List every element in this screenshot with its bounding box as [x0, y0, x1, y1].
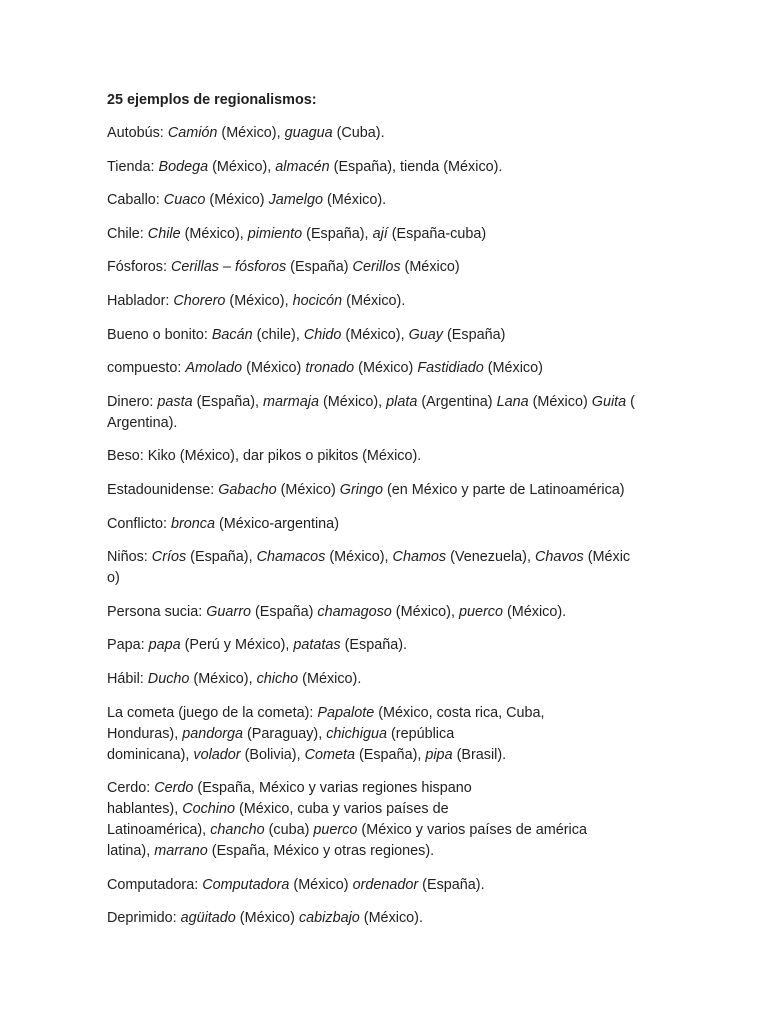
entry-text: (Brasil).	[452, 746, 507, 763]
regional-term: Gringo	[339, 481, 383, 498]
regionalism-entry	[107, 358, 667, 379]
entry-text: Cerdo:	[107, 780, 155, 797]
entry-text: (Venezuela),	[446, 549, 535, 566]
regionalism-entry	[107, 778, 667, 862]
regional-term: Jamelgo	[268, 192, 323, 209]
entry-text: Tienda:	[107, 158, 159, 175]
entry-text: (México),	[208, 158, 276, 175]
entry-text: La cometa (juego de la cometa):	[107, 704, 318, 721]
entry-text: (España, México y otras regiones).	[207, 843, 435, 860]
regionalism-entry	[107, 547, 667, 589]
entry-text: o)	[107, 570, 120, 587]
regional-term: chancho	[210, 822, 265, 839]
entry-text: Caballo:	[107, 192, 164, 209]
regional-term: Guarro	[206, 603, 251, 620]
entry-text: Estadounidense:	[107, 481, 219, 498]
entry-text: (España)	[443, 326, 506, 343]
entry-text: (España),	[302, 225, 373, 242]
entry-text: Argentina).	[107, 414, 178, 431]
regional-term: Lana	[496, 393, 529, 410]
regional-term: Cometa	[304, 746, 355, 763]
regional-term: Bacán	[211, 326, 253, 343]
regional-term: agüitado	[180, 910, 236, 927]
entry-text: (México)	[528, 393, 592, 410]
regionalism-entry	[107, 514, 667, 535]
entry-text: (Méxic	[583, 549, 631, 566]
entry-text: Autobús:	[107, 125, 168, 141]
entry-text: (España)	[286, 259, 353, 276]
entry-text: (México)	[242, 360, 306, 377]
entry-text: latina),	[107, 843, 155, 860]
entry-text: (México),	[325, 549, 393, 566]
regional-term: chichigua	[326, 725, 388, 742]
regional-term: pasta	[157, 393, 193, 410]
regional-term: papa	[148, 637, 181, 654]
regional-term: guagua	[284, 125, 333, 141]
regional-term: Cuaco	[163, 192, 206, 209]
regional-term: cabizbajo	[298, 910, 360, 927]
regionalism-entry	[107, 224, 667, 245]
entry-text: (México, cuba y varios países de	[235, 801, 449, 818]
regionalism-entry	[107, 291, 667, 312]
regional-term: Cerillos	[352, 259, 401, 276]
regionalism-entry	[107, 703, 667, 766]
entry-text: (México)	[235, 910, 299, 927]
document-page	[107, 90, 667, 942]
entry-text: Latinoamérica),	[107, 822, 211, 839]
entry-text: (México),	[391, 603, 459, 620]
regionalism-entry	[107, 325, 667, 346]
regionalism-entry	[107, 669, 667, 690]
entry-text: Papa:	[107, 637, 149, 654]
entry-text: (cuba)	[264, 822, 314, 839]
entry-text: (México).	[322, 192, 387, 209]
entry-text: (México)	[483, 360, 543, 377]
regional-term: volador	[193, 746, 241, 763]
regional-term: Fastidiado	[417, 360, 484, 377]
regional-term: ordenador	[352, 876, 419, 893]
entry-text: (Paraguay),	[243, 725, 327, 742]
regionalism-entry	[107, 635, 667, 656]
regionalism-entry	[107, 446, 667, 467]
regionalism-entry	[107, 480, 667, 501]
regional-term: pipa	[425, 746, 453, 763]
entry-text: (México y varios países de américa	[357, 822, 587, 839]
entry-text: (México)	[276, 481, 340, 498]
entry-text: (España), tienda (México).	[329, 158, 503, 175]
entry-text: (chile),	[252, 326, 304, 343]
entry-text: Deprimido:	[107, 910, 181, 927]
entry-text: (Perú y México),	[180, 637, 294, 654]
regional-term: plata	[386, 393, 418, 410]
regional-term: chicho	[256, 670, 299, 687]
regional-term: Ducho	[147, 670, 190, 687]
entry-text: (España)	[251, 603, 318, 620]
entry-text: (México)	[400, 259, 460, 276]
entry-text: (Cuba).	[332, 125, 385, 141]
entry-text: (México),	[225, 292, 293, 309]
entry-text: (España).	[340, 637, 407, 654]
entry-text: (México),	[341, 326, 409, 343]
regional-term: hocicón	[292, 292, 343, 309]
regional-term: Chamos	[392, 549, 447, 566]
regionalism-entry	[107, 908, 667, 929]
entry-text: (	[626, 393, 635, 410]
regionalism-entry	[107, 875, 667, 896]
regional-term: Amolado	[185, 360, 243, 377]
entry-text: (España),	[192, 393, 263, 410]
entry-text: Conflicto:	[107, 515, 171, 532]
regional-term: almacén	[275, 158, 330, 175]
regional-term: puerco	[458, 603, 503, 620]
regional-term: Camión	[167, 125, 218, 141]
entry-text: Chile:	[107, 225, 148, 242]
entry-text: (México).	[502, 603, 567, 620]
entry-text: (México).	[298, 670, 362, 687]
regionalism-entry	[107, 123, 667, 144]
entry-text: (en México y parte de Latinoamérica)	[383, 481, 625, 498]
entry-text: Beso: Kiko (México), dar pikos o pikitos (México).	[107, 448, 422, 465]
entry-text: (México, costa rica, Cuba,	[374, 704, 545, 721]
regional-term: ají	[372, 225, 388, 242]
entry-text: (república	[387, 725, 455, 742]
regional-term: Bodega	[158, 158, 209, 175]
entry-text: (México),	[180, 225, 248, 242]
document-title: 25 ejemplos de regionalismos:	[107, 92, 317, 108]
regional-term: Gabacho	[218, 481, 277, 498]
entry-text: (México),	[217, 125, 285, 141]
regionalism-entry	[107, 257, 667, 278]
regionalism-entry	[107, 157, 667, 178]
regional-term: marrano	[154, 843, 208, 860]
entry-text: Dinero:	[107, 393, 158, 410]
entry-text: (México),	[189, 670, 257, 687]
regional-term: pimiento	[247, 225, 303, 242]
entry-text: (España),	[186, 549, 257, 566]
entry-text: Niños:	[107, 549, 152, 566]
entry-text: (España-cuba)	[387, 225, 487, 242]
regional-term: marmaja	[263, 393, 319, 410]
regional-term: Chorero	[173, 292, 226, 309]
entry-text: (México)	[354, 360, 418, 377]
regionalism-entry	[107, 602, 667, 623]
regional-term: Cerdo	[154, 780, 194, 797]
regional-term: Chido	[303, 326, 342, 343]
entry-text: Bueno o bonito:	[107, 326, 212, 343]
entry-text: (Bolivia),	[240, 746, 305, 763]
regional-term: Críos	[151, 549, 187, 566]
entry-text: (España).	[418, 876, 485, 893]
entry-text: Fósforos:	[107, 259, 171, 276]
entry-text: (México)	[289, 876, 353, 893]
entry-text: (Argentina)	[417, 393, 497, 410]
regional-term: Chamacos	[256, 549, 326, 566]
regional-term: tronado	[305, 360, 355, 377]
entry-text: Hablador:	[107, 292, 174, 309]
regional-term: Cochino	[182, 801, 236, 818]
regionalism-list	[107, 123, 667, 929]
regional-term: Guita	[591, 393, 627, 410]
regionalism-entry	[107, 392, 667, 434]
entry-text: (México)	[205, 192, 269, 209]
entry-text: (España, México y varias regiones hispano	[193, 780, 472, 797]
entry-text: Computadora:	[107, 876, 203, 893]
entry-text: Honduras),	[107, 725, 183, 742]
entry-text: dominicana),	[107, 746, 194, 763]
entry-text: (México-argentina)	[215, 515, 339, 532]
regional-term: pandorga	[182, 725, 244, 742]
regional-term: Guay	[408, 326, 444, 343]
entry-text: (México).	[342, 292, 406, 309]
regional-term: puerco	[313, 822, 358, 839]
entry-text: (México).	[359, 910, 423, 927]
regional-term: Chile	[147, 225, 181, 242]
regional-term: Cerillas – fósforos	[170, 259, 287, 276]
regional-term: Chavos	[534, 549, 584, 566]
regional-term: chamagoso	[317, 603, 392, 620]
entry-text: (México),	[318, 393, 387, 410]
regional-term: Computadora	[202, 876, 290, 893]
regional-term: bronca	[171, 515, 216, 532]
entry-text: hablantes),	[107, 801, 183, 818]
regional-term: patatas	[293, 637, 341, 654]
entry-text: Persona sucia:	[107, 603, 207, 620]
entry-text: (España),	[354, 746, 426, 763]
regional-term: Papalote	[317, 704, 375, 721]
entry-text: Hábil:	[107, 670, 148, 687]
regionalism-entry	[107, 190, 667, 211]
entry-text: compuesto:	[107, 360, 186, 377]
